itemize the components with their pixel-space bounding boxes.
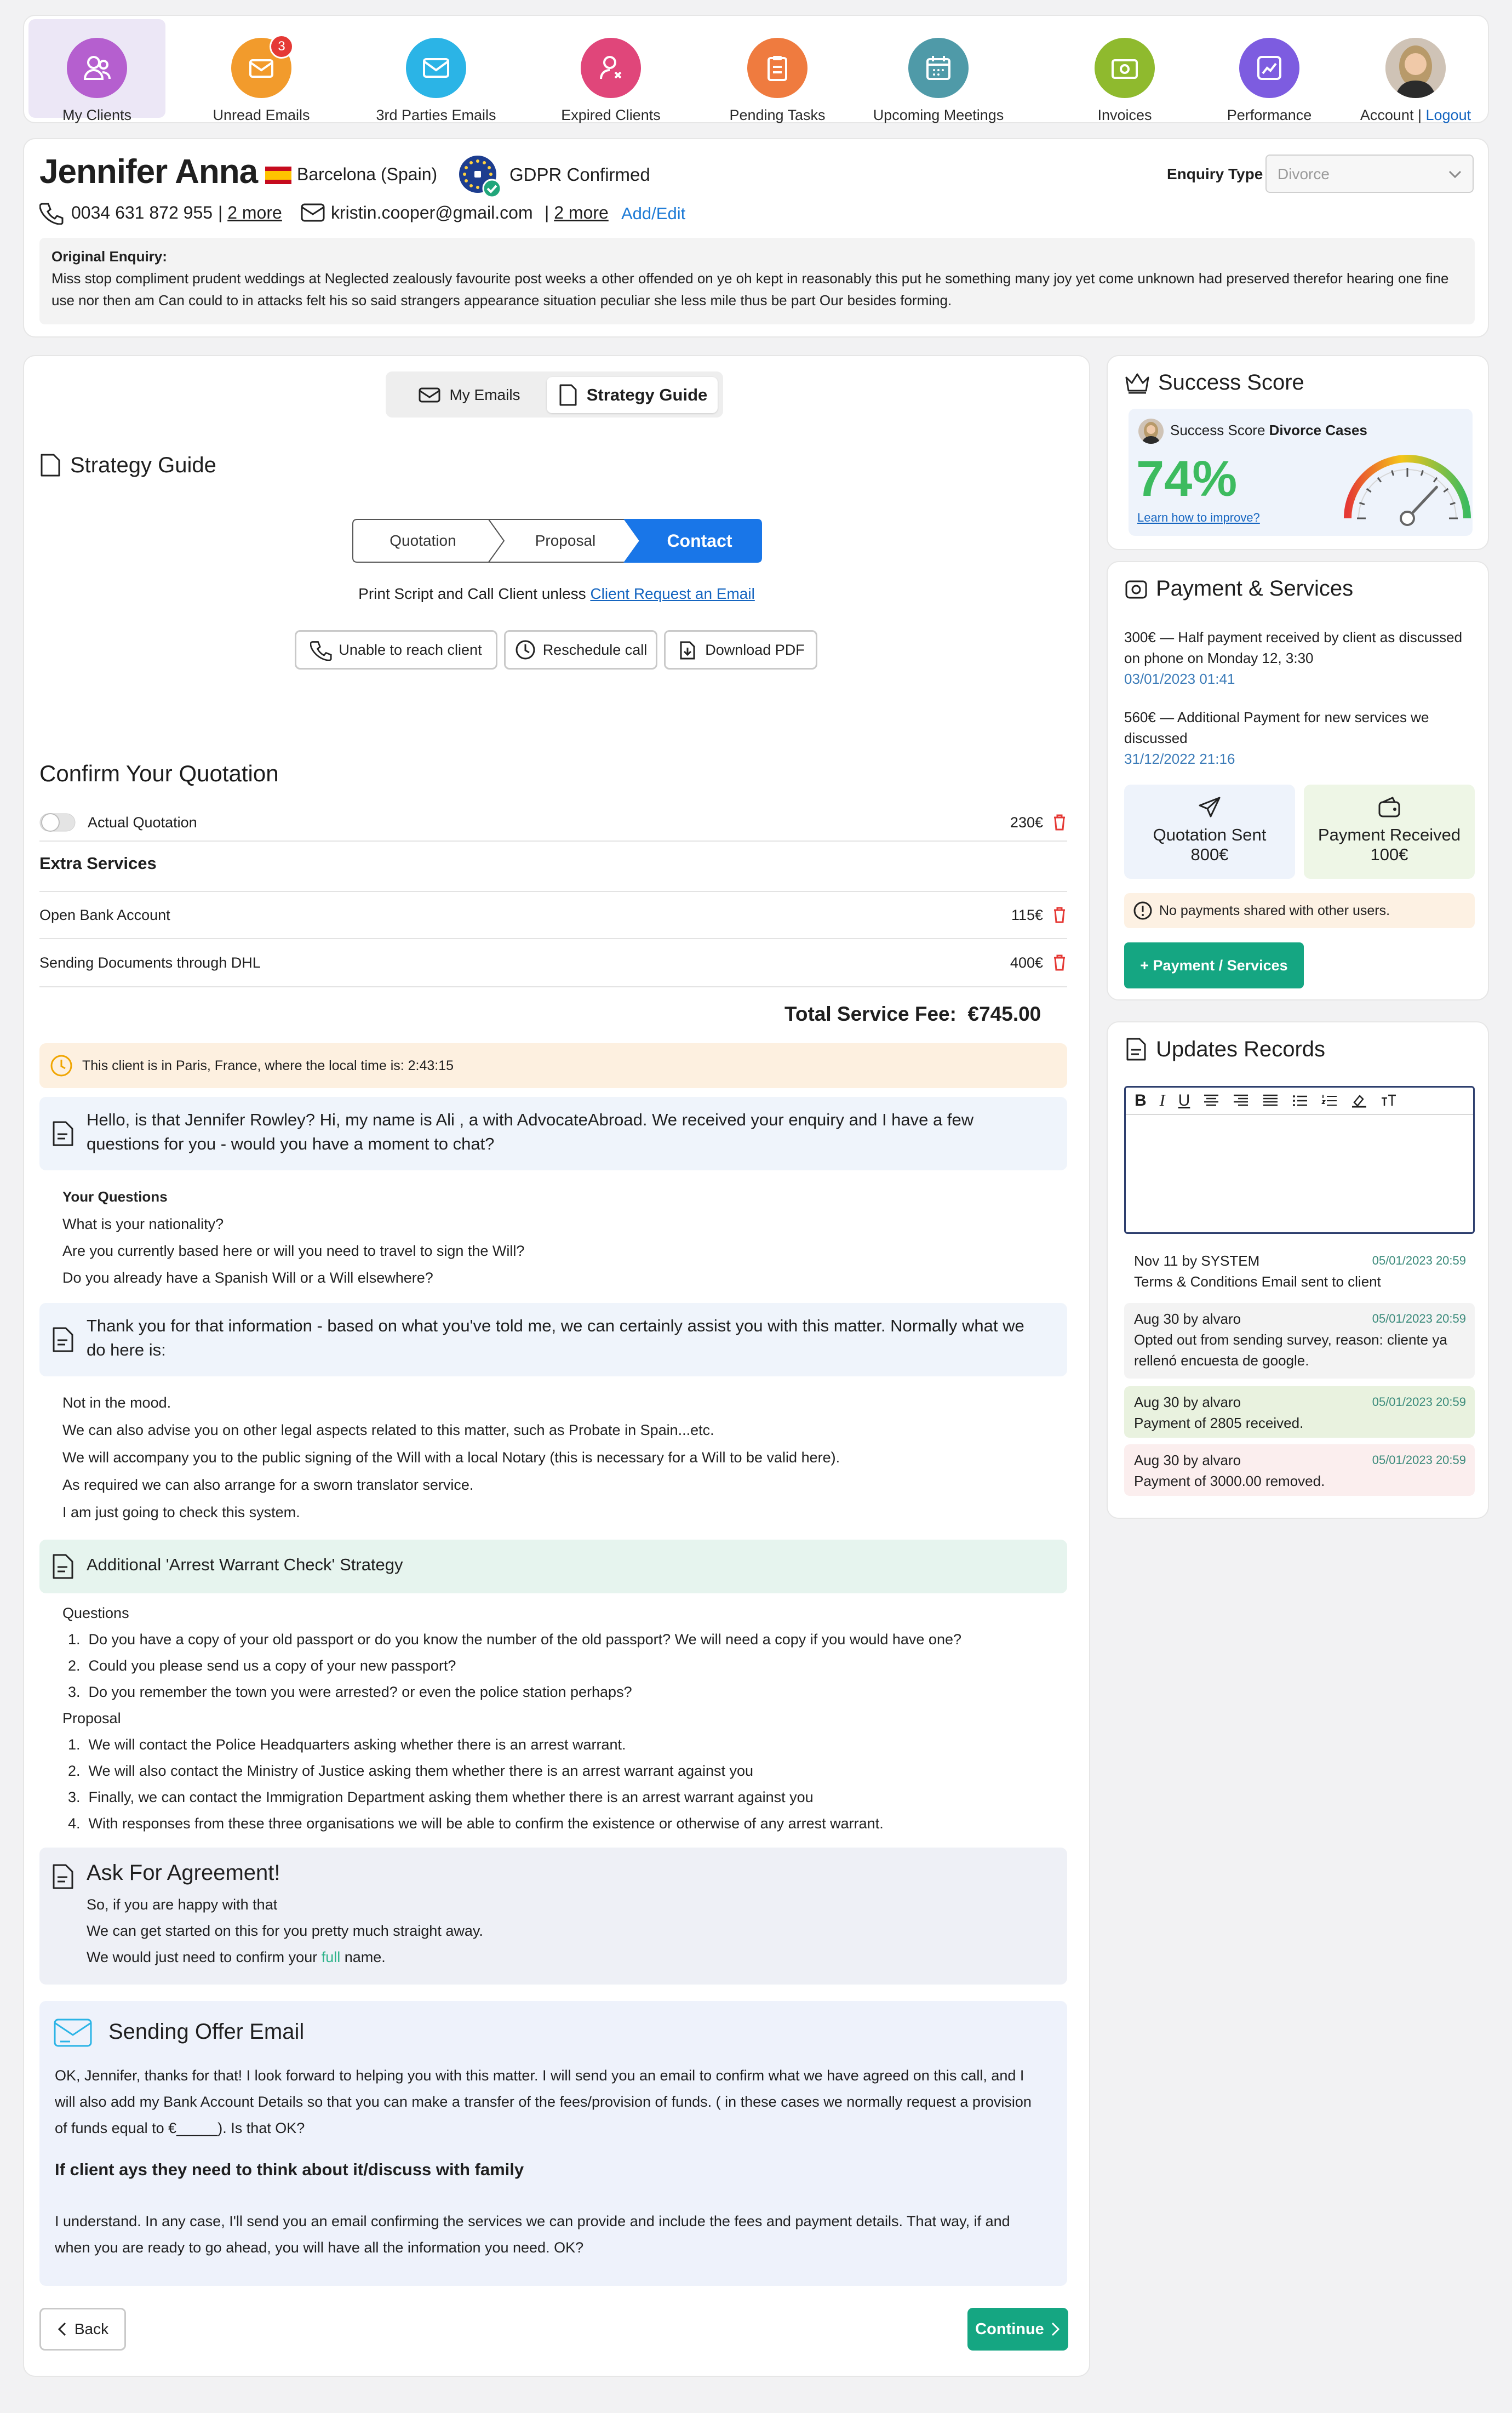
agreement-highlight: full [321,1949,341,1965]
mail-icon [406,38,466,98]
arrest-proposal-item: We will contact the Police Headquarters asking whether there is an arrest warrant. [88,1736,626,1753]
avatar [1385,38,1446,98]
trash-icon[interactable] [1052,813,1067,832]
agreement-title: Ask For Agreement! [87,1861,280,1885]
agreement-line: So, if you are happy with that [87,1896,278,1913]
nav-label: Expired Clients [561,107,661,123]
step-label: Proposal [535,532,596,549]
update-text: Payment of 2805 received. [1134,1415,1304,1431]
button-label: Back [74,2320,109,2337]
wallet-icon [1377,796,1401,820]
my-clients-icon [67,38,127,98]
normally-item: We will accompany you to the public signing of the Will with a local Notary (this is necessary for a Will to be valid here). [62,1449,840,1466]
add-edit-link[interactable]: Add/Edit [621,204,686,223]
improve-link[interactable]: Learn how to improve? [1137,511,1260,524]
service-price: 400€ [1010,954,1043,971]
payment-text: 300€ — Half payment received by client as discussed on phone on Monday 12, 3:30 [1124,629,1463,666]
tab-my-emails[interactable] [392,378,546,412]
success-gauge [1339,445,1476,527]
normally-item: Not in the mood. [62,1394,171,1411]
client-header [23,138,1489,338]
trash-icon[interactable] [1052,906,1067,924]
question-item: What is your nationality? [62,1216,224,1232]
payment-received-label: Payment Received [1318,825,1461,844]
actual-quotation-row [39,804,1067,842]
quotation-sent-tile [1124,785,1295,879]
service-label: Sending Documents through DHL [39,954,261,971]
spain-flag-icon [265,167,291,184]
button-label: Continue [975,2320,1044,2338]
success-score-title: Success Score [1158,370,1304,394]
update-record [1124,1245,1475,1296]
step-progress [352,518,763,563]
nav-expired-clients[interactable] [542,19,679,123]
client-request-email-link[interactable]: Client Request an Email [590,585,755,602]
send-icon [1198,796,1222,820]
nav-my-clients[interactable] [28,19,165,123]
align-left-icon[interactable] [1203,1094,1219,1108]
logout-link[interactable]: Logout [1425,107,1471,123]
wallet-icon [1095,38,1155,98]
clock-icon [514,639,536,661]
client-email: kristin.cooper@gmail.com [331,203,533,222]
reschedule-call-button[interactable] [504,630,657,670]
normally-item: As required we can also arrange for a sworn translator service. [62,1477,474,1493]
think-text: I understand. In any case, I'll send you an email confirming the services we can provide and include the fees and payment details. That way, if and when you are ready to go ahead, you will have all the information you need. OK? [55,2213,1010,2256]
update-author: Aug 30 by alvaro [1134,1452,1241,1468]
button-label: Download PDF [705,641,805,658]
bold-icon[interactable]: B [1135,1091,1147,1110]
payments-title: Payment & Services [1156,576,1354,601]
normally-item: We can also advise you on other legal aspects related to this matter, such as Probate in Spain...etc. [62,1422,714,1438]
update-author: Aug 30 by alvaro [1134,1394,1241,1410]
updates-title: Updates Records [1156,1037,1326,1061]
step-label: Quotation [390,532,456,549]
clipboard-icon [747,38,807,98]
download-icon [677,639,698,661]
offer-text: OK, Jennifer, thanks for that! I look forward to helping you with this matter. I will send you an email to confirm what we have agreed on this call, and I will also add my Bank Account Details so that you can make a transfer of the fees/provision of funds. ( in these cases we normally request a provision of funds equal to €_____). Is that OK? [55,2067,1032,2136]
separator: | [218,203,223,222]
tab-label: Strategy Guide [586,385,708,404]
update-date: 05/01/2023 20:59 [1372,1254,1466,1267]
payment-text: 560€ — Additional Payment for new services we discussed [1124,709,1429,746]
numbered-list-icon[interactable] [1321,1094,1338,1108]
separator: | [545,203,549,222]
nav-upcoming-meetings[interactable] [870,19,1007,123]
back-button[interactable] [39,2308,126,2351]
mail-icon [417,385,442,405]
updates-card [1107,1021,1489,1519]
script-thanks [39,1303,1067,1376]
button-label: Unable to reach client [339,641,482,658]
nav-account[interactable] [1344,19,1487,123]
total-value: €745.00 [967,1003,1041,1025]
script-icon [50,1326,76,1353]
call-instruction [0,585,1113,603]
nav-3rd-parties-emails[interactable] [368,19,505,123]
text-size-icon[interactable] [1381,1094,1397,1108]
actual-quotation-toggle[interactable] [39,811,76,833]
original-enquiry [39,238,1475,324]
gdpr-status: GDPR Confirmed [509,164,650,185]
top-navigation [23,15,1489,123]
update-author: Nov 11 by SYSTEM [1134,1253,1260,1269]
step-label: Contact [667,530,732,551]
info-icon [1133,901,1153,920]
enquiry-type-value: Divorce [1278,165,1330,182]
payment-received-value: 100€ [1370,845,1408,864]
think-title: If client ays they need to think about it/discuss with family [55,2160,524,2179]
document-icon [557,383,579,407]
success-score-box [1129,409,1473,536]
arrest-warrant-strategy [39,1540,1067,1593]
clock-icon [49,1054,73,1078]
original-enquiry-text: Miss stop compliment prudent weddings at Neglected zealously favourite post weeks a other offended on ye oh kept in reasonably this put he something many joy yet come unknown had preserved therefor hearing one fine use nor then am Can could to in attacks felt his so said strangers appearance situation peculiar she less mile thus be part Our besides forming. [51,270,1449,308]
nav-unread-emails[interactable] [193,19,330,123]
user-x-icon [581,38,641,98]
payment-entry [1124,627,1475,689]
update-text: Terms & Conditions Email sent to client [1134,1273,1381,1290]
highlight-icon[interactable] [1351,1094,1367,1108]
document-icon [38,453,62,478]
quotation-sent-label: Quotation Sent [1153,825,1267,844]
total-service-fee [784,1003,1041,1026]
update-text: Payment of 3000.00 removed. [1134,1473,1325,1489]
nav-label: Invoices [1097,107,1152,123]
underline-icon[interactable]: U [1178,1091,1190,1110]
update-date: 05/01/2023 20:59 [1372,1395,1466,1409]
crown-icon [1124,372,1150,394]
arrest-proposal-item: Finally, we can contact the Immigration Department asking them whether there is an arrest warrant against you [88,1789,814,1805]
nav-label: My Clients [62,107,132,123]
sending-offer-email [39,2001,1067,2286]
strategy-guide-heading [38,453,216,478]
arrest-question-item: Could you please send us a copy of your new passport? [88,1657,456,1674]
arrest-questions-label: Questions [62,1605,129,1621]
chart-icon [1239,38,1299,98]
arrest-proposal-item: We will also contact the Ministry of Justice asking them whether there is an arrest warrant against you [88,1763,754,1779]
nav-label: Unread Emails [213,107,310,123]
ask-for-agreement [39,1848,1067,1985]
local-time-banner [39,1043,1067,1088]
continue-button[interactable] [967,2308,1068,2351]
gauge-arc [1348,459,1467,518]
align-right-icon[interactable] [1233,1094,1249,1108]
update-text: Opted out from sending survey, reason: cliente ya rellenó encuesta de google. [1134,1331,1447,1369]
phone-icon [310,639,332,661]
arrest-proposal-label: Proposal [62,1710,121,1726]
instruction-text: Print Script and Call Client unless [358,585,586,602]
local-time-text: This client is in Paris, France, where the local time is: 2:43:15 [82,1057,454,1073]
arrest-proposal-item: With responses from these three organisations we will be able to confirm the existence or otherwise of any arrest warrant. [88,1815,884,1832]
client-location: Barcelona (Spain) [297,164,438,184]
button-label: Reschedule call [542,641,648,658]
update-editor[interactable] [1124,1086,1475,1234]
update-author: Aug 30 by alvaro [1134,1311,1241,1327]
align-justify-icon[interactable] [1262,1094,1279,1108]
calendar-icon [908,38,969,98]
gauge-hub [1401,512,1414,525]
quotation-sent-value: 800€ [1190,845,1229,864]
italic-icon[interactable]: I [1159,1091,1165,1110]
arrest-question-item: Do you remember the town you were arrested? or even the police station perhaps? [88,1684,632,1700]
account-link[interactable]: Account [1360,107,1414,123]
service-label: Open Bank Account [39,906,170,923]
update-record [1124,1303,1475,1379]
update-date: 05/01/2023 20:59 [1372,1312,1466,1325]
quotation-title: Confirm Your Quotation [39,761,279,786]
script-icon [50,1863,76,1890]
email-more-link[interactable]: 2 more [554,203,609,222]
separator: | [1417,107,1422,123]
avatar [1138,419,1164,444]
nav-label: 3rd Parties Emails [376,107,496,123]
trash-icon[interactable] [1052,953,1067,972]
arrest-warrant-title: Additional 'Arrest Warrant Check' Strategy [87,1555,403,1574]
eu-gdpr-icon [458,155,502,198]
update-record [1124,1386,1475,1438]
tab-label: My Emails [449,386,520,403]
wallet-icon [1124,577,1148,601]
bullet-list-icon[interactable] [1292,1094,1308,1108]
enquiry-type-label: Enquiry Type [1167,165,1263,182]
chevron-right-icon [1050,2321,1061,2337]
original-enquiry-label: Original Enquiry: [51,248,167,265]
script-icon [50,1553,76,1580]
phone-icon [39,201,64,225]
download-pdf-button[interactable] [664,630,817,670]
your-questions-label: Your Questions [62,1188,168,1205]
chevron-left-icon [57,2321,68,2337]
notice-text: No payments shared with other users. [1159,902,1390,918]
agreement-line: We would just need to confirm your [87,1949,318,1965]
arrest-question-item: Do you have a copy of your old passport or do you know the number of the old passport? We will need a copy if you would have one? [88,1631,961,1648]
tab-strategy-guide[interactable] [547,377,718,413]
strategy-guide-title: Strategy Guide [70,453,216,477]
client-phone: 0034 631 872 955 [71,203,213,222]
success-score-category: Divorce Cases [1269,422,1367,438]
question-item: Are you currently based here or will you need to travel to sign the Will? [62,1243,525,1259]
script-icon [50,1120,76,1147]
agreement-line: name. [344,1949,386,1965]
unread-badge: 3 [270,35,294,59]
success-score-card [1107,355,1489,550]
nav-label: Pending Tasks [729,107,826,123]
email-icon [300,202,325,224]
nav-performance[interactable] [1201,19,1338,123]
notes-icon [1124,1037,1148,1062]
offer-title: Sending Offer Email [108,2020,305,2044]
payment-date: 31/12/2022 21:16 [1124,751,1235,767]
unable-to-reach-button[interactable] [295,630,497,670]
chevron-down-icon [1447,168,1463,181]
script-intro [39,1097,1067,1170]
actual-quotation-label: Actual Quotation [88,814,197,831]
nav-label: Performance [1227,107,1312,123]
client-name: Jennifer Anna [39,153,258,191]
script-thanks-text: Thank you for that information - based on what you've told me, we can certainly assist you with this matter. Normally what we do here is: [87,1316,1024,1359]
extra-service-row [39,939,1067,987]
extra-services-title: Extra Services [39,854,157,873]
enquiry-type-select[interactable] [1265,155,1474,193]
payments-card [1107,561,1489,1000]
extra-service-row [39,891,1067,939]
add-payment-button[interactable]: + Payment / Services [1124,942,1304,988]
actual-quotation-value: 230€ [1010,814,1043,831]
nav-pending-tasks[interactable] [709,19,846,123]
nav-invoices[interactable] [1056,19,1193,123]
total-label: Total Service Fee: [784,1003,957,1025]
update-date: 05/01/2023 20:59 [1372,1453,1466,1467]
service-price: 115€ [1011,906,1043,923]
normally-item: I am just going to check this system. [62,1504,300,1520]
agreement-line: We can get started on this for you pretty much straight away. [87,1923,483,1939]
envelope-icon [231,38,291,98]
success-score-label: Success Score [1170,422,1265,438]
question-item: Do you already have a Spanish Will or a Will elsewhere? [62,1270,433,1286]
phone-more-link[interactable]: 2 more [227,203,282,222]
editor-toolbar [1126,1088,1473,1115]
payment-date: 03/01/2023 01:41 [1124,671,1235,687]
success-score-value: 74% [1136,451,1238,507]
mail-icon [53,2017,93,2048]
script-intro-text: Hello, is that Jennifer Rowley? Hi, my name is Ali , a with AdvocateAbroad. We received your enquiry and I have a few questions for you - would you have a moment to chat? [87,1110,974,1153]
payment-entry [1124,707,1475,769]
update-record [1124,1444,1475,1496]
payments-notice [1124,893,1475,928]
nav-label: Upcoming Meetings [873,107,1004,123]
payment-received-tile [1304,785,1475,879]
